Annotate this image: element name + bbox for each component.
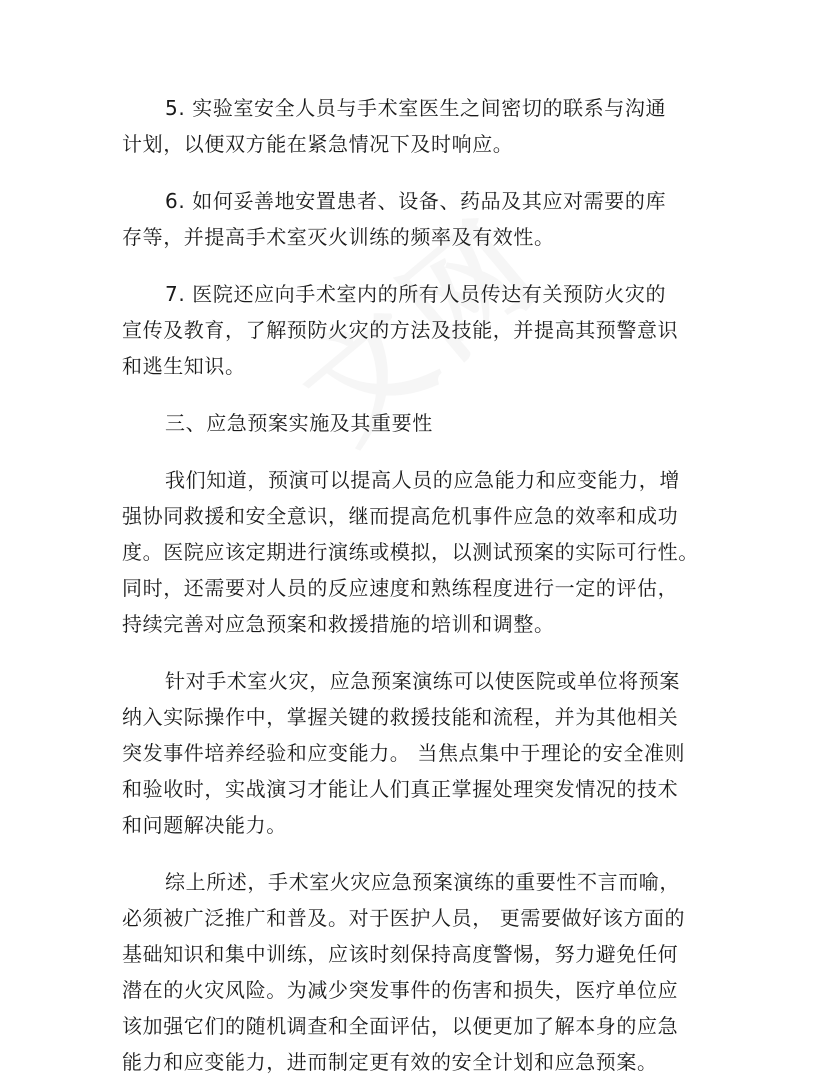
paragraph-line: 计划，以便双方能在紧急情况下及时响应。 <box>122 132 514 156</box>
document-body <box>122 90 720 1080</box>
paragraph-line: 该加强它们的随机调查和全面评估，以便更加了解本身的应急 <box>122 1014 679 1038</box>
paragraph-line: 同时，还需要对人员的反应速度和熟练程度进行一定的评估， <box>122 576 679 600</box>
paragraph-conclusion <box>122 864 720 1080</box>
paragraph-item-7 <box>122 276 720 384</box>
paragraph-line: 能力和应变能力，进而制定更有效的安全计划和应急预案。 <box>122 1050 658 1074</box>
paragraph-line: 和验收时，实战演习才能让人们真正掌握处理突发情况的技术 <box>122 777 679 801</box>
paragraph-item-5 <box>122 90 720 162</box>
paragraph-line: 存等，并提高手术室灭火训练的频率及有效性。 <box>122 225 555 249</box>
section-heading <box>122 405 720 441</box>
paragraph-line: 宣传及教育，了解预防火灾的方法及技能，并提高其预警意识 <box>122 318 679 342</box>
paragraph-line: 5. 实验室安全人员与手术室医生之间密切的联系与沟通 <box>165 96 667 120</box>
paragraph-line: 我们知道，预演可以提高人员的应急能力和应变能力，增 <box>165 468 680 492</box>
paragraph-line: 持续完善对应急预案和救援措施的培训和调整。 <box>122 612 555 636</box>
paragraph-operating-room-fire <box>122 663 720 843</box>
paragraph-line: 基础知识和集中训练，应该时刻保持高度警惕，努力避免任何 <box>122 942 679 966</box>
paragraph-line: 纳入实际操作中，掌握关键的救援技能和流程，并为其他相关 <box>122 705 679 729</box>
paragraph-line: 针对手术室火灾，应急预案演练可以使医院或单位将预案 <box>165 669 680 693</box>
paragraph-line: 7. 医院还应向手术室内的所有人员传达有关预防火灾的 <box>165 282 667 306</box>
paragraph-line: 综上所述，手术室火灾应急预案演练的重要性不言而喻， <box>165 870 680 894</box>
paragraph-line: 潜在的火灾风险。为减少突发事件的伤害和损失，医疗单位应 <box>122 978 679 1002</box>
section-heading-text: 三、应急预案实施及其重要性 <box>165 411 433 435</box>
paragraph-drill-benefits <box>122 462 720 642</box>
paragraph-item-6 <box>122 183 720 255</box>
paragraph-line: 6. 如何妥善地安置患者、设备、药品及其应对需要的库 <box>165 189 667 213</box>
paragraph-line: 度。医院应该定期进行演练或模拟，以测试预案的实际可行性。 <box>122 540 699 564</box>
paragraph-line: 必须被广泛推广和普及。对于医护人员， 更需要做好该方面的 <box>122 906 686 930</box>
paragraph-line: 突发事件培养经验和应变能力。 当焦点集中于理论的安全准则 <box>122 741 686 765</box>
paragraph-line: 强协同救援和安全意识，继而提高危机事件应急的效率和成功 <box>122 504 679 528</box>
paragraph-line: 和逃生知识。 <box>122 354 246 378</box>
paragraph-line: 和问题解决能力。 <box>122 813 287 837</box>
